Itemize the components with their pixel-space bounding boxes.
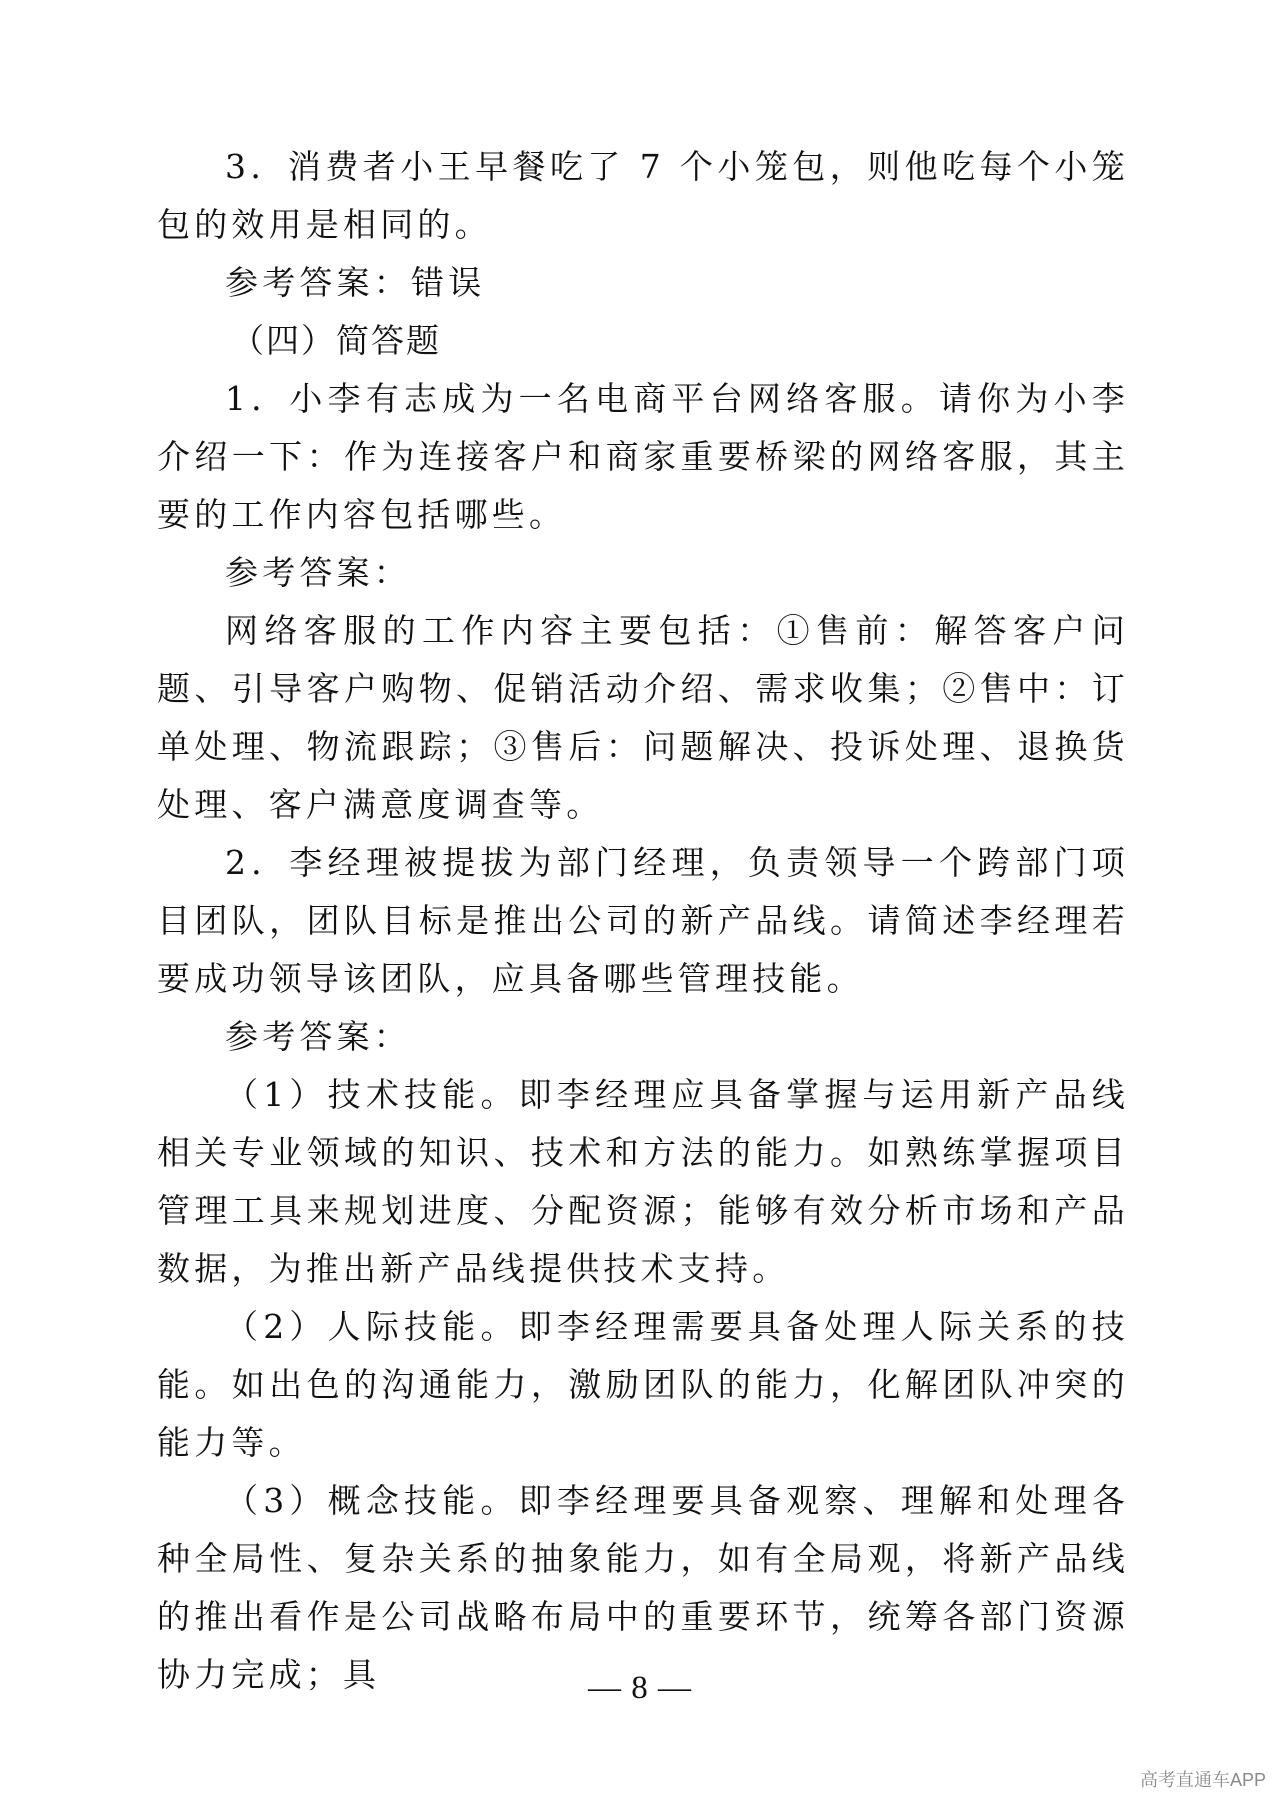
answer-2-conceptual-skills: （3）概念技能。即李经理要具备观察、理解和处理各种全局性、复杂关系的抽象能力，如有全局观，将新产品线的推出看作是公司战略布局中的重要环节，统筹各部门资源协力完成；具	[157, 1481, 1129, 1694]
answer-3: 参考答案：错误	[225, 263, 486, 302]
answer-2-label: 参考答案：	[225, 1017, 411, 1056]
answer-1-content: 网络客服的工作内容主要包括：①售前：解答客户问题、引导客户购物、促销活动介绍、需求收集；②售中：订单处理、物流跟踪；③售后：问题解决、投诉处理、退换货处理、客户满意度调查等。	[157, 611, 1129, 824]
question-2-short-answer: 2．李经理被提拔为部门经理，负责领导一个跨部门项目团队，团队目标是推出公司的新产品线。请简述李经理若要成功领导该团队，应具备哪些管理技能。	[157, 843, 1129, 998]
question-3-judgement: 3．消费者小王早餐吃了 7 个小笼包，则他吃每个小笼包的效用是相同的。	[157, 147, 1129, 244]
page-number: — 8 —	[588, 1670, 692, 1706]
answer-2-technical-skills: （1）技术技能。即李经理应具备掌握与运用新产品线相关专业领域的知识、技术和方法的能力。如熟练掌握项目管理工具来规划进度、分配资源；能够有效分析市场和产品数据，为推出新产品线提供技术支持。	[157, 1075, 1129, 1288]
question-1-short-answer: 1．小李有志成为一名电商平台网络客服。请你为小李介绍一下：作为连接客户和商家重要桥梁的网络客服，其主要的工作内容包括哪些。	[157, 379, 1129, 534]
answer-1-label: 参考答案：	[225, 553, 411, 592]
watermark-text: 高考直通车APP	[1139, 1770, 1266, 1790]
answer-2-interpersonal-skills: （2）人际技能。即李经理需要具备处理人际关系的技能。如出色的沟通能力，激励团队的能力，化解团队冲突的能力等。	[157, 1307, 1129, 1462]
section-heading-short-answer: （四）简答题	[231, 321, 441, 360]
document-body	[157, 138, 1129, 1704]
